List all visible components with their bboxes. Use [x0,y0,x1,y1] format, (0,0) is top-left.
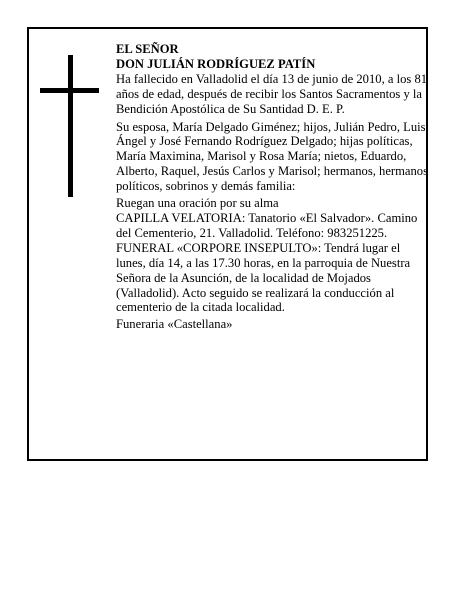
funeral-home: Funeraria «Castellana» [116,317,233,332]
cross-horizontal-bar [40,88,99,93]
funeral-info: FUNERAL «CORPORE INSEPULTO»: Tendrá lugar el lunes, día 14, a las 17.30 horas, en la parroquia de Nuestra Señora de la Asunción, de la localidad de Mojados (Valladolid). Acto seguido se realizará la conducción al cementerio de la citada localidad. [116,240,411,315]
wake-chapel-info: CAPILLA VELATORIA: Tanatorio «El Salvador». Camino del Cementerio, 21. Valladolid. Teléfono: 983251225. [116,210,418,240]
family-list: Su esposa, María Delgado Giménez; hijos, Julián Pedro, Luis Ángel y José Fernando Rodríguez Delgado; hijas políticas, María Maximina, Marisol y Rosa María; nietos, Eduardo, Alberto, Raquel, Jesús Carlos y Marisol; hermanos, hermanos políticos, sobrinos y demás familia: [116,119,428,194]
cross-vertical-bar [68,55,73,197]
obituary-notice [27,27,428,461]
notice-title: EL SEÑOR [116,42,179,56]
notice-text [116,42,428,332]
deceased-name: DON JULIÁN RODRÍGUEZ PATÍN [116,56,316,71]
prayer-request: Ruegan una oración por su alma [116,196,279,211]
death-announcement: Ha fallecido en Valladolid el día 13 de junio de 2010, a los 81 años de edad, después de recibir los Santos Sacramentos y la Bendición Apostólica de Su Santidad D. E. P. [116,71,428,116]
